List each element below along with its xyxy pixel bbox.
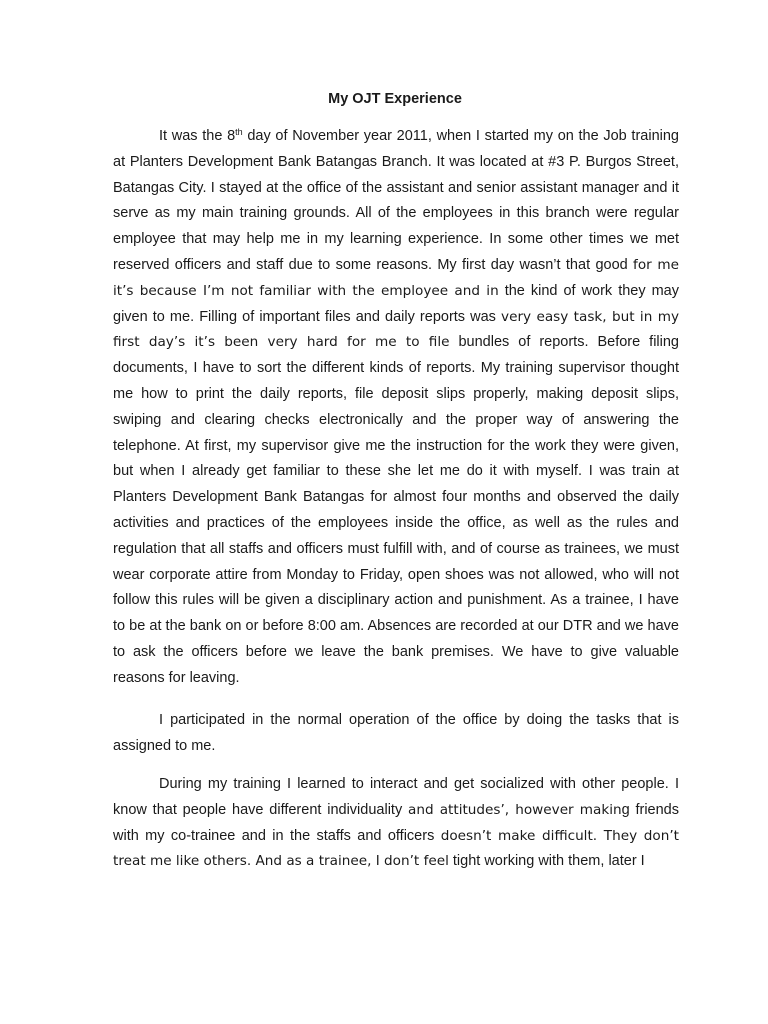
text-run: very easy task, but in my first day’s it’s been very hard for me to file — [113, 308, 679, 351]
text-run: bundles of reports. Before filing documents, I have to sort the different kinds of reports. My training supervisor thought me how to print the daily reports, file deposit slips properly, making deposit slips, swiping and clearing checks electronically and the proper way of answering the telephone. At first, my supervisor give me the instruction for the work they were given, but when I already get familiar to these she let me do it with myself. I was train at Planters Development Bank Batangas for almost four months and observed the daily activities and practices of the employees inside the office, as well as the rules and regulation that all staffs and officers must fulfill with, and of course as trainees, we must wear corporate attire from Monday to Friday, open shoes was not allowed, who will not follow this rules will be given a disciplinary action and punishment. As a trainee, I have to be at the bank on or before 8:00 am. Absences are recorded at our DTR and we have to ask the officers before we leave the bank premises. We have to give valuable reasons for leaving. — [113, 334, 679, 686]
paragraph-2-text — [113, 708, 679, 760]
superscript-text: th — [235, 127, 243, 137]
page-title: My OJT Experience — [328, 91, 462, 107]
paragraph-1-text — [113, 124, 679, 692]
text-run: the kind of work they may given to me. Filling of important files and daily reports was — [113, 282, 679, 325]
text-run: g friends with my co-trainee and in the staffs and officers — [113, 801, 679, 844]
paragraph-2 — [113, 708, 679, 760]
text-run: tight working with them, later I — [448, 853, 645, 870]
paragraph-1 — [113, 124, 679, 692]
text-run: day of November year 2011, when I started my on the Job training at Planters Development Bank Batangas Branch. It was located at #3 P. Burgos Street, Batangas City. I stayed at the office of the assistant and senior assistant manager and it serve as my main training grounds. All of the employees in this branch were regular employee that may help me in my learning experience. In some other times we met reserved officers and staff due to some reasons. My first day wasn’t that good — [113, 128, 679, 273]
text-run: It was the 8 — [159, 128, 236, 144]
text-run: doesn’t make difficult. They don’t treat me like others. And as a trainee, I don’t feel — [113, 827, 679, 870]
paragraph-3 — [113, 772, 679, 875]
text-run: I participated in the normal operation of the office by doing the tasks that is assigned to me. — [113, 712, 679, 754]
paragraph-3-text — [113, 772, 679, 875]
text-run: and attitudes’, however makin — [408, 801, 622, 818]
text-run: for me it’s because I’m not familiar with the employee and in — [113, 256, 679, 299]
text-run: During my training I learned to interact and get socialized with other people. I know that people have different individuality — [113, 776, 679, 818]
